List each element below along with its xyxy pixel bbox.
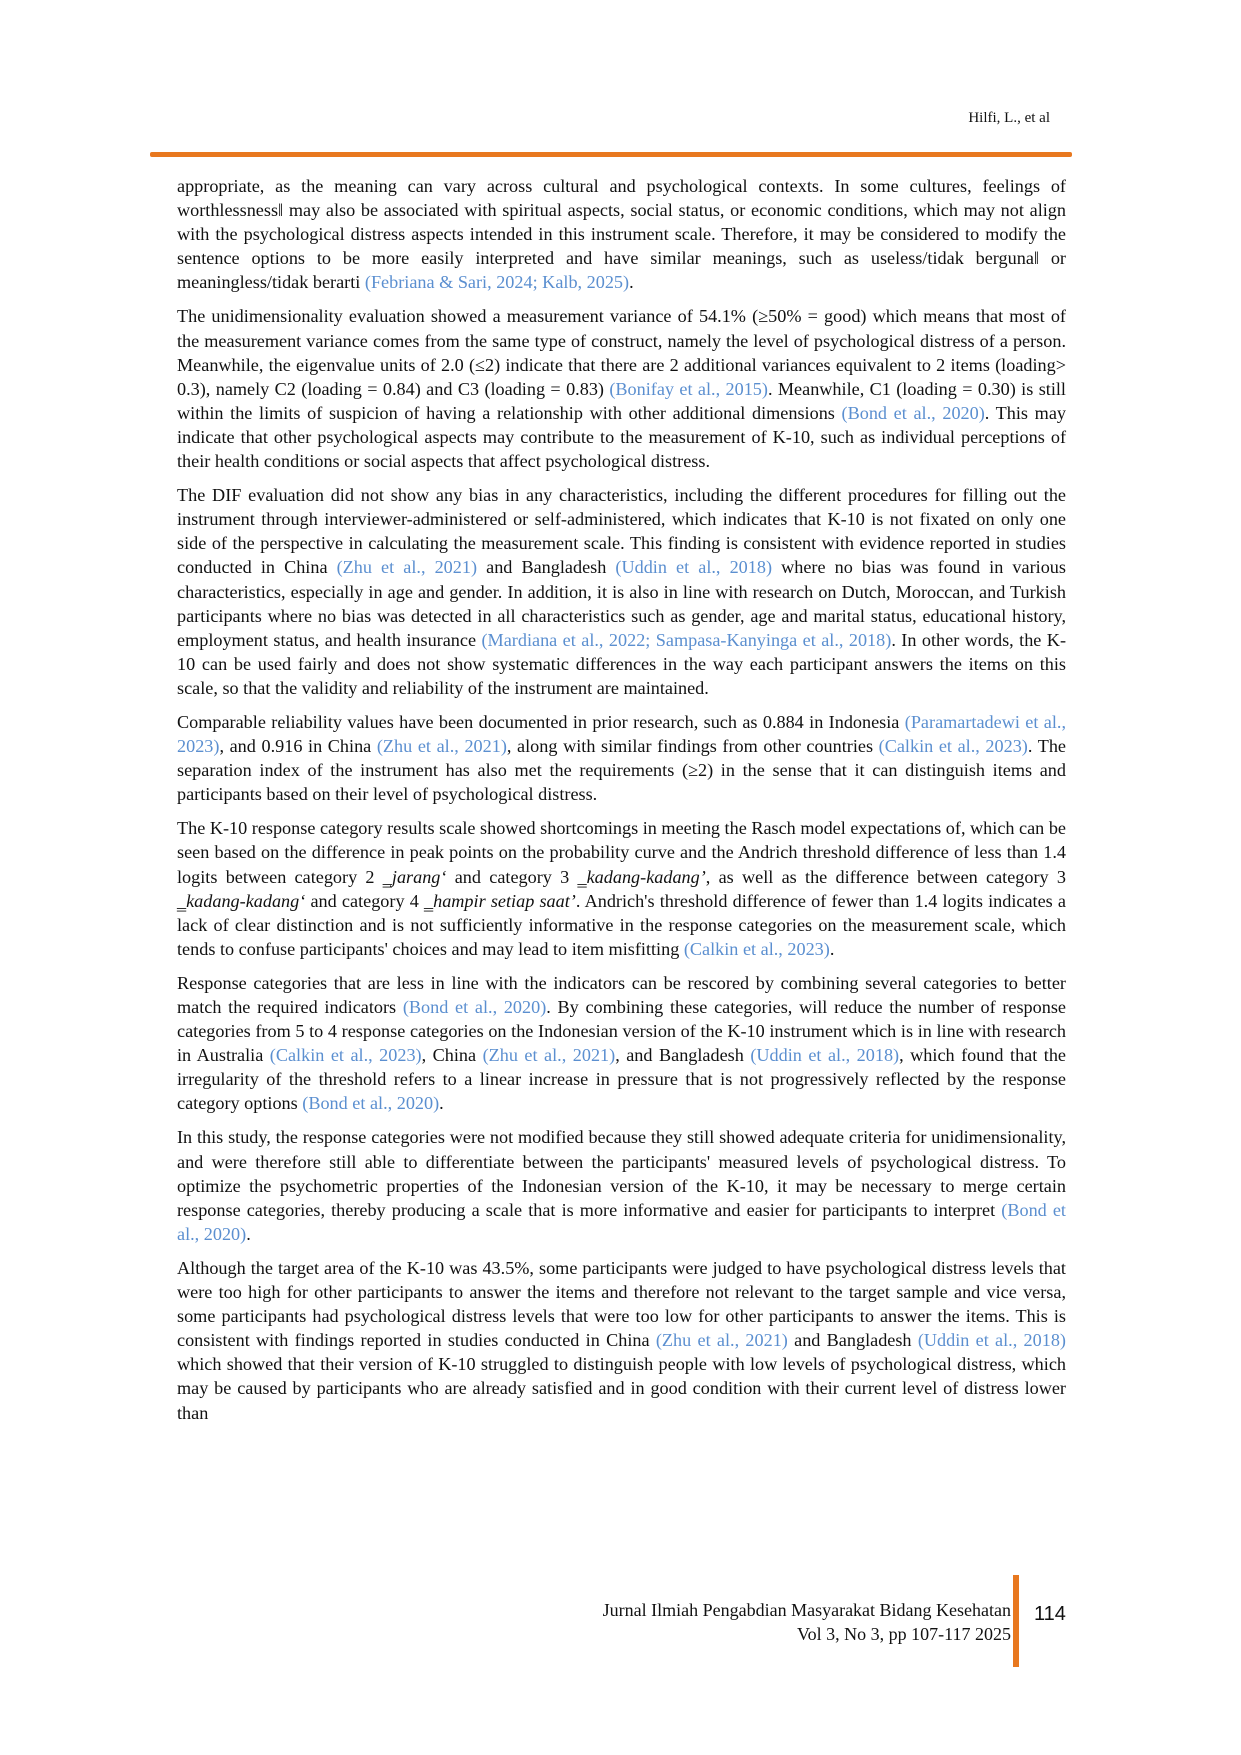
paragraph-7 xyxy=(177,1125,1066,1245)
text-run: . xyxy=(439,1093,444,1114)
text-run: and category 3 xyxy=(446,866,578,887)
text-run: . xyxy=(829,938,835,959)
citation-link: (Zhu et al., 2021) xyxy=(336,557,478,578)
text-run: . By combining these categories, will reduce the number of response categories from 5 to 4 response categories on the Indonesian version of the K-10 instrument which is in line with research in Australia xyxy=(177,997,1066,1066)
text-run: , as well as the difference between category 3 xyxy=(705,866,1066,887)
italic-term: ‗jarang‘ xyxy=(382,866,447,887)
text-run: and category 4 xyxy=(305,890,425,911)
text-run: . In other words, the K-10 can be used fairly and does not show systematic differences in the way each participant answers the items on this scale, so that the validity and reliability of the instrument are maintained. xyxy=(177,629,1067,698)
text-run: , and Bangladesh xyxy=(615,1045,751,1066)
text-run: , which found that the irregularity of the threshold refers to a linear increase in pressure that is not progressively reflected by the response category options xyxy=(177,1045,1067,1114)
text-run: , and 0.916 in China xyxy=(219,736,377,757)
text-run: and Bangladesh xyxy=(787,1330,918,1351)
text-run: where no bias was found in various characteristics, especially in age and gender. In addition, it is also in line with research on Dutch, Moroccan, and Turkish participants where no bias was detected in all characteristics such as gender, age and marital status, educational history, employment status, and health insurance xyxy=(177,557,1066,650)
citation-link: (Paramartadewi et al., 2023) xyxy=(177,711,1066,757)
paragraph-5 xyxy=(177,816,1066,961)
running-head: Hilfi, L., et al xyxy=(968,110,1050,126)
text-run: appropriate, as the meaning can vary across cultural and psychological contexts. In some cultures, feelings of worthlessness‖ may also be associated with spiritual aspects, social status, or economic conditions, which may not align with the psychological distress aspects intended in this instrument scale. Therefore, it may be considered to modify the sentence options to be more easily interpreted and have similar meanings, such as useless/tidak berguna‖ or meaningless/tidak berarti xyxy=(177,176,1066,293)
text-run: , China xyxy=(421,1045,483,1066)
paragraph-8 xyxy=(177,1256,1066,1425)
paragraph-6 xyxy=(177,971,1066,1116)
citation-link: (Zhu et al., 2021) xyxy=(482,1045,616,1066)
citation-link: (Zhu et al., 2021) xyxy=(376,736,507,757)
text-run: . This may indicate that other psychological aspects may contribute to the measurement of K-10, such as individual perceptions of their health conditions or social aspects that affect psychological distress. xyxy=(177,402,1066,472)
journal-name: Jurnal Ilmiah Pengabdian Masyarakat Bidang Kesehatan xyxy=(602,1600,1011,1620)
footer xyxy=(520,1598,1011,1646)
header-rule xyxy=(150,152,1072,157)
citation-link: (Calkin et al., 2023) xyxy=(878,736,1028,757)
body-text xyxy=(177,174,1066,1435)
italic-term: ‗kadang-kadang’ xyxy=(577,866,706,887)
volume-info: Vol 3, No 3, pp 107-117 2025 xyxy=(796,1624,1011,1644)
text-run: . xyxy=(246,1223,251,1244)
paragraph-3 xyxy=(177,483,1066,700)
text-run: which showed that their version of K-10 struggled to distinguish people with low levels of psychological distress, which may be caused by participants who are already satisfied and in good condition with their current level of distress lower than xyxy=(177,1354,1066,1423)
text-run: . Andrich's threshold difference of fewer than 1.4 logits indicates a lack of clear distinction and is not sufficiently informative in the response categories on the measurement scale, which tends to confuse participants' choices and may lead to item misfitting xyxy=(177,890,1066,959)
citation-link: (Calkin et al., 2023) xyxy=(269,1045,422,1066)
paragraph-4 xyxy=(177,710,1066,806)
italic-term: ‗kadang-kadang‘ xyxy=(177,890,306,911)
citation-link: (Bond et al., 2020) xyxy=(177,1199,1066,1244)
citation-link: (Bond et al., 2020) xyxy=(402,997,547,1017)
text-run: . Meanwhile, C1 (loading = 0.30) is still within the limits of suspicion of having a relationship with other additional dimensions xyxy=(177,378,1066,423)
text-run: Response categories that are less in line with the indicators can be rescored by combining several categories to better match the required indicators xyxy=(177,972,1066,1017)
citation-link: (Mardiana et al., 2022; Sampasa-Kanyinga et al., 2018) xyxy=(481,629,892,650)
citation-link: (Bonifay et al., 2015) xyxy=(609,378,768,399)
text-run: . The separation index of the instrument has also met the requirements (≥2) in the sense that it can distinguish items and participants based on their level of psychological distress. xyxy=(177,736,1066,805)
citation-link: (Febriana & Sari, 2024; Kalb, 2025) xyxy=(364,272,630,293)
text-run: , along with similar findings from other countries xyxy=(506,736,879,757)
citation-link: (Calkin et al., 2023) xyxy=(683,938,830,959)
italic-term: ‗hampir setiap saat’ xyxy=(424,890,576,911)
text-run: and Bangladesh xyxy=(477,557,616,578)
text-run: In this study, the response categories were not modified because they still showed adequate criteria for unidimensionality, and were therefore still able to differentiate between the participants' measured levels of psychological distress. To optimize the psychometric properties of the Indonesian version of the K-10, it may be necessary to merge certain response categories, thereby producing a scale that is more informative and easier for participants to interpret xyxy=(177,1127,1066,1220)
footer-bar xyxy=(1013,1575,1019,1667)
text-run: Although the target area of the K-10 was 43.5%, some participants were judged to have psychological distress levels that were too high for other participants to answer the items and therefore not relevant to the target sample and vice versa, some participants had psychological distress levels that were too low for other participants to answer the items. This is consistent with findings reported in studies conducted in China xyxy=(177,1257,1066,1351)
page-number: 114 xyxy=(1034,1603,1066,1625)
citation-link: (Uddin et al., 2018) xyxy=(615,557,772,578)
text-run: The K-10 response category results scale showed shortcomings in meeting the Rasch model expectations of, which can be seen based on the difference in peak points on the probability curve and the Andrich threshold difference of less than 1.4 logits between category 2 xyxy=(177,818,1066,887)
text-run: . xyxy=(629,272,634,293)
citation-link: (Uddin et al., 2018) xyxy=(750,1045,900,1066)
citation-link: (Zhu et al., 2021) xyxy=(655,1330,788,1351)
citation-link: (Bond et al., 2020) xyxy=(302,1093,440,1114)
citation-link: (Bond et al., 2020) xyxy=(841,402,985,423)
text-run: The DIF evaluation did not show any bias in any characteristics, including the different procedures for filling out the instrument through interviewer-administered or self-administered, which indicates that K-10 is not fixated on only one side of the perspective in calculating the measurement scale. This finding is consistent with evidence reported in studies conducted in China xyxy=(177,485,1066,578)
paragraph-2 xyxy=(177,304,1066,473)
paragraph-1 xyxy=(177,174,1066,294)
text-run: The unidimensionality evaluation showed a measurement variance of 54.1% (≥50% = good) which means that most of the measurement variance comes from the same type of construct, namely the level of psychological distress of a person. Meanwhile, the eigenvalue units of 2.0 (≤2) indicate that there are 2 additional variances equivalent to 2 items (loading> 0.3), namely C2 (loading = 0.84) and C3 (loading = 0.83) xyxy=(177,306,1066,399)
citation-link: (Uddin et al., 2018) xyxy=(917,1330,1066,1351)
text-run: Comparable reliability values have been documented in prior research, such as 0.884 in Indonesia xyxy=(177,711,905,732)
